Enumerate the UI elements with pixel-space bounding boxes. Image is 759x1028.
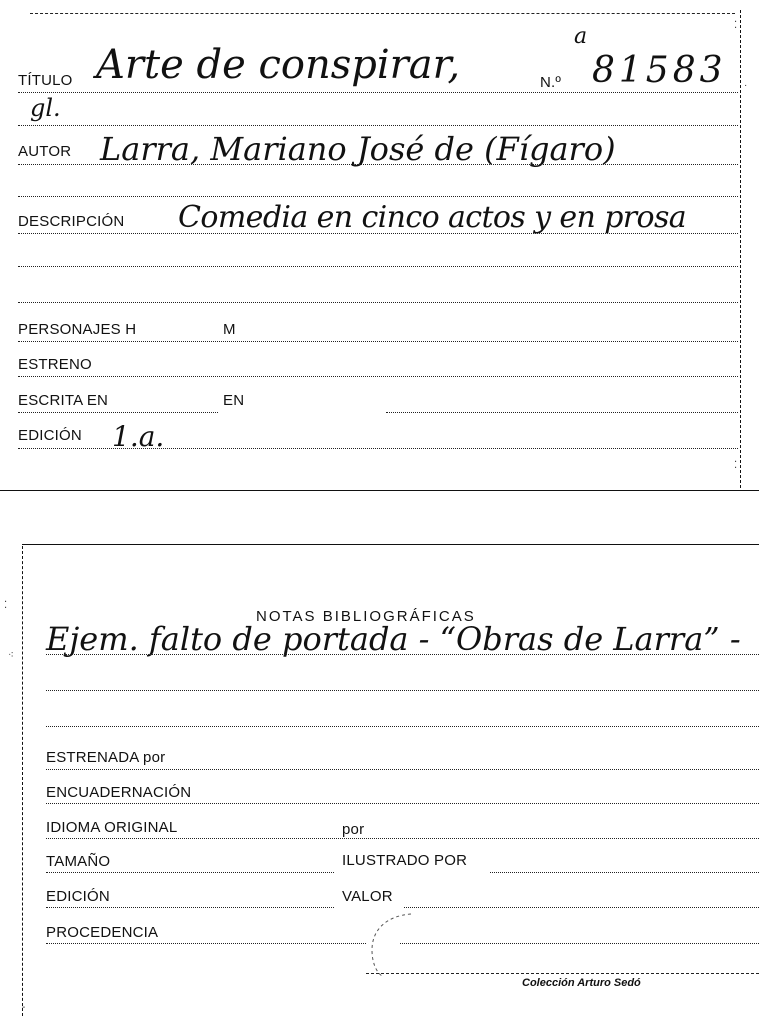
encuadernacion-label: ENCUADERNACIÓN (46, 784, 192, 801)
edicion-line (18, 448, 738, 449)
scan-speck: - (22, 1002, 26, 1013)
valor-label: VALOR (342, 888, 393, 905)
ilustrado-line (490, 872, 759, 873)
scan-speck: ⁖ (8, 650, 14, 661)
front-card-bottom-edge (0, 490, 759, 491)
top-border-line (30, 13, 735, 14)
left-card-edge (22, 546, 26, 1016)
personajes-m-label: M (223, 321, 236, 338)
estreno-label: ESTRENO (18, 356, 92, 373)
por-label: por (342, 821, 365, 838)
procedencia-line (46, 943, 366, 944)
estreno-line (18, 376, 738, 377)
edicion-handwritten-value: 1.a. (112, 420, 165, 453)
valor-line (404, 907, 759, 908)
titulo-line (18, 92, 738, 93)
notas-line-1 (46, 654, 759, 655)
numero-superscript: a (574, 24, 588, 49)
autor-label: AUTOR (18, 143, 72, 160)
catalog-card-front (0, 0, 759, 495)
descripcion-handwritten-value: Comedia en cinco actos y en prosa (178, 200, 687, 235)
estrenada-line (46, 769, 759, 770)
escrita-en-label: ESCRITA EN (18, 392, 109, 409)
titulo-handwritten-value: Arte de conspirar, (96, 42, 461, 88)
margin-note: gl. (30, 94, 61, 122)
right-card-edge (740, 10, 741, 488)
blank-line-3 (18, 266, 738, 267)
estrenada-label: ESTRENADA por (46, 749, 166, 766)
coleccion-arturo-sedo-label: Colección Arturo Sedó (522, 977, 641, 989)
notas-bibliograficas-label: NOTAS BIBLIOGRÁFICAS (256, 608, 476, 625)
autor-handwritten-value: Larra, Mariano José de (Fígaro) (100, 130, 616, 168)
personajes-label: PERSONAJES H (18, 321, 137, 338)
titulo-label: TÍTULO (18, 72, 73, 89)
descripcion-line (18, 233, 738, 234)
idioma-line (46, 838, 759, 839)
personajes-line (18, 341, 738, 342)
escrita-line-left (18, 412, 218, 413)
faint-stamp-mark (366, 910, 426, 980)
blank-line-4 (18, 302, 738, 303)
edicion-label-back: EDICIÓN (46, 888, 110, 905)
tamano-label: TAMAÑO (46, 853, 111, 870)
descripcion-label: DESCRIPCIÓN (18, 213, 125, 230)
notas-line-2 (46, 690, 759, 691)
numero-handwritten-value: 81583 (592, 50, 727, 91)
procedencia-line-right (400, 943, 759, 944)
procedencia-label: PROCEDENCIA (46, 924, 159, 941)
bottom-blank-line (366, 973, 759, 974)
scan-speck: ⁚ (4, 600, 8, 611)
edicion-label: EDICIÓN (18, 427, 82, 444)
numero-label: N.º (540, 74, 562, 91)
catalog-card-back (0, 540, 759, 1020)
notas-handwritten-value: Ejem. falto de portada - “Obras de Larra” - (46, 620, 741, 658)
edicion-line-back (46, 907, 334, 908)
ilustrado-por-label: ILUSTRADO POR (342, 852, 468, 869)
notas-line-3 (46, 726, 759, 727)
escrita-line-right (386, 412, 738, 413)
back-card-top-edge (22, 544, 759, 545)
tamano-line-left (46, 872, 334, 873)
blank-line-1 (18, 125, 738, 126)
blank-line-2 (18, 196, 738, 197)
scan-speck: ⁚ (734, 460, 738, 471)
autor-line (18, 164, 738, 165)
escrita-en-second-label: EN (223, 392, 245, 409)
scan-speck: · (744, 80, 748, 91)
scan-speck: ⁚ (734, 20, 738, 31)
encuadernacion-line (46, 803, 759, 804)
idioma-original-label: IDIOMA ORIGINAL (46, 819, 178, 836)
